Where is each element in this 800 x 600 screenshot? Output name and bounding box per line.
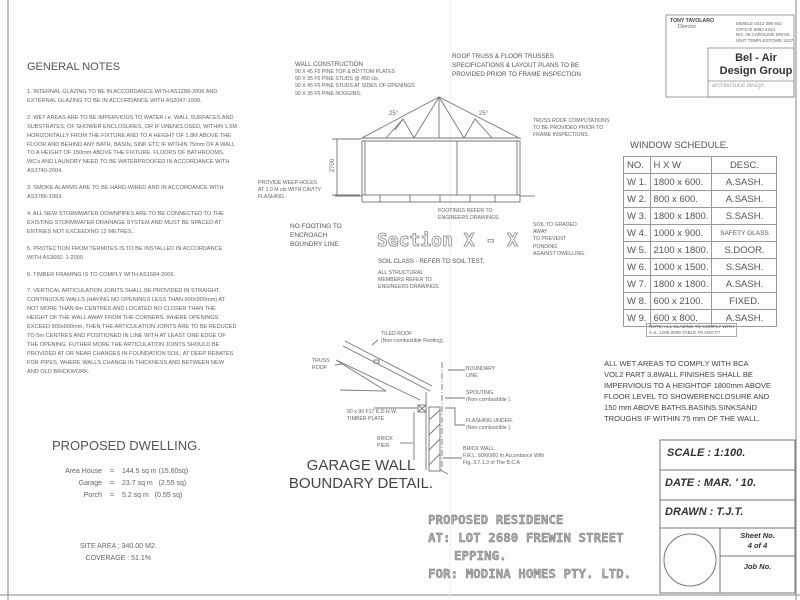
label-line: BRICK [377, 436, 393, 442]
window-number: W 3. [624, 208, 651, 225]
window-schedule-table [623, 156, 777, 327]
table-row [624, 293, 777, 310]
section-drawing [332, 97, 535, 202]
general-note: 1. INTERNAL GLAZING TO BE IN ACCORDANCE WITH AS1288-2006 AND EXTERNAL GLAZING TO BE IN ACCORDANCE WITH AS2047-1999. [27, 89, 218, 104]
label-line: (Non-combustible ). [466, 397, 512, 404]
drawn-field: DRAWN : T.J.T. [665, 506, 744, 518]
note-line: TO PREVENT [533, 236, 567, 243]
general-note: 6. TIMBER FRAMING IS TO COMPLY WITH AS1684-2006. [27, 271, 176, 278]
garage-detail-title [286, 457, 436, 493]
note-line: ENGINEERS DRAWINGS. [438, 215, 500, 222]
general-note: 4. ALL NEW STORMWATER DOWNPIPES ARE TO BE CONNECTED TO THE EXISTING STORMWATER DRAINAGE SYSTEM AND MUST BE SPACED AT ENTRIES NOT EXCEEDING 12 METRES. [27, 210, 224, 235]
area-equals: = [109, 468, 115, 475]
note-line: PONDING [533, 243, 558, 250]
site-area: SITE AREA ; 340.00 M2. [80, 543, 157, 550]
area-label: Porch [83, 492, 102, 499]
card-address: UNIT TEMPLESTOWE 3107 [736, 37, 794, 43]
window-size: 1000 x 1500. [650, 259, 712, 276]
area-label: Garage [78, 480, 102, 487]
window-description: A.SASH. [712, 276, 777, 293]
structural-note [378, 270, 440, 292]
brick-wall-label [463, 446, 544, 468]
company-logo [718, 52, 794, 78]
wall-construction-specs [295, 69, 415, 98]
north-point-circle [664, 534, 716, 586]
column-header: NO. [624, 157, 651, 174]
label-line: ROOF [312, 365, 327, 372]
window-size: 1800 x 1800. [650, 208, 712, 225]
card-address: NO. 36 CAROLINE DRIVE [736, 32, 790, 37]
general-note: 3. SMOKE ALARMS ARE TO BE HARD-WIRED AND IN ACCORDANCE WITH AS3786-1993. [27, 185, 224, 201]
note-line: SPECIFICATIONS & LAYOUT PLANS TO BE [452, 62, 580, 69]
note-line: VOL2 PART 3.8WALL FINISHES SHALL BE [604, 370, 753, 379]
column-header: H X W [650, 157, 712, 174]
sheet-label: Sheet No. [740, 531, 775, 540]
window-description: A.SASH. [712, 174, 777, 191]
soil-graded-note [533, 222, 586, 258]
window-description: SAFETY GLASS [712, 225, 777, 242]
window-number: W 7. [624, 276, 651, 293]
footings-note [438, 208, 500, 222]
window-number: W 4. [624, 225, 651, 242]
table-row [624, 276, 777, 293]
note-line: ENGINEERS DRAWINGS. [378, 284, 440, 291]
sheet-field [720, 531, 795, 551]
note-line: TO BE PROVIDED PRIOR TO [533, 125, 604, 132]
card-mobile: MOBILE 0412 398 942 [736, 21, 782, 26]
window-description: A.SASH. [712, 310, 777, 327]
card-role: Director [678, 24, 697, 30]
project-suburb: EPPING. [454, 548, 507, 563]
note-line: IMPERVIOUS TO A HEIGHTOF 1800mm ABOVE [604, 381, 771, 390]
area-row [50, 490, 212, 502]
flashing-label [466, 418, 513, 432]
note-line: AGAINST DWELLING. [533, 250, 586, 257]
note-line: TROUGHS IF WITHIN 75 mm OF THE WALL. [604, 414, 760, 423]
project-address: AT: LOT 2680 FREWIN STREET [428, 530, 624, 545]
area-row [50, 478, 212, 490]
wall-height-dimension: 2700 [330, 158, 337, 173]
boundary-line-label [466, 366, 495, 380]
table-row [624, 208, 777, 225]
note-line: A.S. 1288-2006 TABLE F6 AND F7 [649, 330, 721, 335]
label-line: 90 x 90 F17 K.D.H.W. [347, 409, 398, 415]
glazing-note [646, 323, 737, 337]
section-title: Section X - X [377, 230, 518, 251]
no-footing-note [290, 222, 342, 249]
label-line: TILED ROOF [381, 331, 413, 337]
roof-truss-note [452, 52, 581, 79]
soil-class-note: SOIL CLASS - REFER TO SOIL TEST. [378, 258, 485, 265]
truss-roof-label [312, 358, 330, 372]
area-value: 5.2 sq m (0.55 sq) [122, 492, 183, 499]
site-summary [80, 541, 157, 565]
window-number: W 5. [624, 242, 651, 259]
window-size: 600 x 2100. [650, 293, 712, 310]
card-office: OFFICE 9850 4324 [736, 26, 776, 32]
window-size: 800 x 600. [650, 191, 712, 208]
table-row [624, 259, 777, 276]
general-notes-list [27, 88, 237, 384]
title-line: GARAGE WALL [306, 457, 416, 474]
window-size: 1800 x 600. [650, 174, 712, 191]
window-number: W 6. [624, 259, 651, 276]
window-size: 1800 x 1800. [650, 276, 712, 293]
weep-holes-note [258, 180, 321, 202]
spec-line: 90 X 45 F5 PINE STUDS AT SIDES OF OPENINGS [295, 83, 415, 90]
window-number: W 1. [624, 174, 651, 191]
window-size: 1000 x 900. [650, 225, 712, 242]
window-number: W 2. [624, 191, 651, 208]
table-row [624, 174, 777, 191]
company-name-line: Design Group [719, 65, 793, 77]
window-number: W 9. [624, 310, 651, 327]
window-description: S.SASH. [712, 208, 777, 225]
wet-areas-note [604, 358, 771, 424]
label-line: PIER. [377, 443, 391, 450]
card-name: TONY TAVOLARO [670, 18, 714, 24]
note-line: PROVIDED PRIOR TO FRAME INSPECTION [452, 71, 581, 78]
window-description: A.SASH. [712, 191, 777, 208]
table-row [624, 242, 777, 259]
project-line: PROPOSED RESIDENCE [428, 512, 564, 527]
window-description: S.DOOR. [712, 242, 777, 259]
table-row [624, 191, 777, 208]
note-line: BOUNDRY LINE. [290, 241, 341, 248]
card-contact [736, 21, 793, 43]
table-row [624, 225, 777, 242]
project-description [428, 511, 631, 583]
note-line: SOIL TO GRADED [533, 222, 577, 228]
coverage: COVERAGE : 51.1% [85, 555, 151, 562]
note-line: MEMBERS REFER TO [378, 277, 432, 284]
spec-line: 90 X 35 F5 PINE STUDS @ 450 cts. [295, 76, 380, 83]
table-header-row [624, 157, 777, 174]
tiled-roof-label [381, 331, 444, 345]
area-equals: = [109, 492, 115, 499]
label-line: BRICK WALL. [463, 446, 496, 452]
area-value: 144.5 sq m (15.60sq) [122, 468, 189, 475]
area-row [50, 466, 212, 478]
general-note: 5. PROTECTION FROM TERMITES IS TO BE INSTALLED IN ACCORDANCE WITH AS3660. 1-2000. [27, 245, 223, 261]
note-line: NOTE: ALL GLAZING TO COMPLY WITH [649, 324, 735, 329]
label-line: (Non-combustible ). [466, 425, 512, 432]
wall-construction-title: WALL CONSTRUCTION [295, 61, 363, 68]
spec-line: 90 X 45 F5 PINE TOP & BOTTOM PLATES [295, 69, 396, 75]
window-size: 2100 x 1800. [650, 242, 712, 259]
note-line: ALL WET AREAS TO COMPLY WITH BCA [604, 359, 749, 368]
spec-line: 90 X 35 F5 PINE NOGGINS. [295, 90, 362, 97]
window-schedule-title: WINDOW SCHEDULE. [630, 140, 729, 151]
scale-field: SCALE : 1:100. [667, 447, 746, 459]
job-field: Job No. [743, 562, 772, 571]
label-line: TRUSS [312, 358, 330, 364]
truss-computations-note [533, 118, 609, 140]
company-tagline: architectural design [712, 83, 765, 89]
area-value: 23.7 sq m (2.55 sq) [122, 480, 187, 487]
general-note: 2. WET AREAS ARE TO BE IMPERVIOUS TO WATER i.e. WALL SURFACES AND SUBSTRATES; OF SHOWER ENCLOSURES, OR IF UNENCLOSED, WITHIN 1.5M HORIZONTALLY FROM THE FIXTURE AND TO A HEIGHT OF 1.8M ABOVE THE FLOOR AND BEHIND ANY BATH, BASIN, SINK ETC IF WITHIN 75mm OF A WALL TO A HEIGHT OF 150mm ABOVE THE FIXTURE. FLOORS OF BATHROOMS, WC's AND LAUNDRY NEED TO BE WATERPROOFED IN ACCORDANCE WITH AS3740-2004. [27, 114, 237, 175]
label-line: (Non-combustible Roofing). [381, 338, 445, 345]
note-line: 150 mm ABOVE BATHS.BASINS.SINKSAND [604, 403, 758, 412]
sheet-value: 4 of 4 [747, 541, 768, 550]
note-line: FRAME INSPECTIONS. [533, 132, 590, 139]
note-line: NO FOOTING TO [290, 223, 342, 230]
note-line: FOOTINGS REFER TO [438, 208, 493, 214]
title-line: BOUNDARY DETAIL. [288, 475, 434, 492]
area-equals: = [109, 480, 115, 487]
window-description: S.SASH. [712, 259, 777, 276]
label-line: LINE. [466, 373, 479, 380]
area-label: Area House [65, 468, 102, 475]
note-line: TRUSS ROOF COMPUTATIONS [533, 118, 610, 124]
note-line: AWAY [533, 229, 548, 236]
pitch-right: 25° [479, 111, 489, 117]
garage-detail-drawing [335, 340, 465, 474]
column-header: DESC. [712, 157, 777, 174]
label-line: BOUNDARY [466, 366, 496, 372]
date-field: DATE : MAR. ' 10. [665, 477, 757, 489]
area-list [50, 466, 212, 502]
spouting-label [466, 390, 511, 404]
note-line: AT 1.0 M cts WITH CAVITY [258, 187, 322, 194]
brick-pier-label [377, 436, 393, 450]
label-line: FLASHING UNDER. [466, 418, 514, 424]
general-note: 7. VERTICAL ARTICULATION JOINTS SHALL BE PROVIDED IN STRAIGHT, CONTINUOUS WALLS (HAVING NO OPENINGS LESS THAN 900x900mm) AT NOT MORE THAN 6m CENTRES AND LOCATED NO CLOSER THAN THE HEIGHT OF THE WALL AWAY FROM THE CORNERS. WHERE OPENINGS EXCEED 900x900mm, THEN THE ARTICULATION JOINTS ARE TO BE REDUCED TO 5m CENTRES AND POSITIONED IN LINE WITH AT LEAST ONE EDGE OF THE OPENING. FUTHER MORE THE ARTICULATION JOINTS SHOULD BE PROVIDED AT OR NEAR CHANGES IN FOUNDATION SOIL, AT DEEP REBATES FOR PIPES, WHERE WALLS CHANGE IN THICKNESS AND BETWEEN NEW AND OLD BRICKWORK. [27, 288, 237, 375]
note-line: ALL STRUCTURAL [378, 270, 424, 276]
label-line: SPOUTING. [466, 390, 495, 396]
label-line: TIMBER PLATE [347, 416, 385, 423]
timber-plate-label [347, 409, 397, 423]
window-description: FIXED. [712, 293, 777, 310]
proposed-dwelling-title: PROPOSED DWELLING. [52, 438, 201, 453]
general-notes-title: GENERAL NOTES [27, 61, 121, 73]
window-number: W 8. [624, 293, 651, 310]
note-line: FLASHING. [258, 194, 286, 201]
window-size: 600 x 800. [650, 310, 712, 327]
project-client: FOR: MODINA HOMES PTY. LTD. [428, 566, 632, 581]
note-line: FLOOR LEVEL TO SHOWERENCLOSURE AND [604, 392, 770, 401]
note-line: PROVIDE WEEP HOLES [258, 180, 317, 186]
note-line: ROOF TRUSS & FLOOR TRUSSES [452, 53, 554, 60]
label-line: F.R.L. 60/60/60 In Accordance With [463, 453, 545, 460]
note-line: ENCROACH [290, 232, 328, 239]
pitch-left: 25° [389, 111, 399, 117]
company-name-line: Bel - Air [735, 52, 777, 64]
label-line: Fig. 3.7.1.3 of The B.C.A [463, 460, 520, 467]
